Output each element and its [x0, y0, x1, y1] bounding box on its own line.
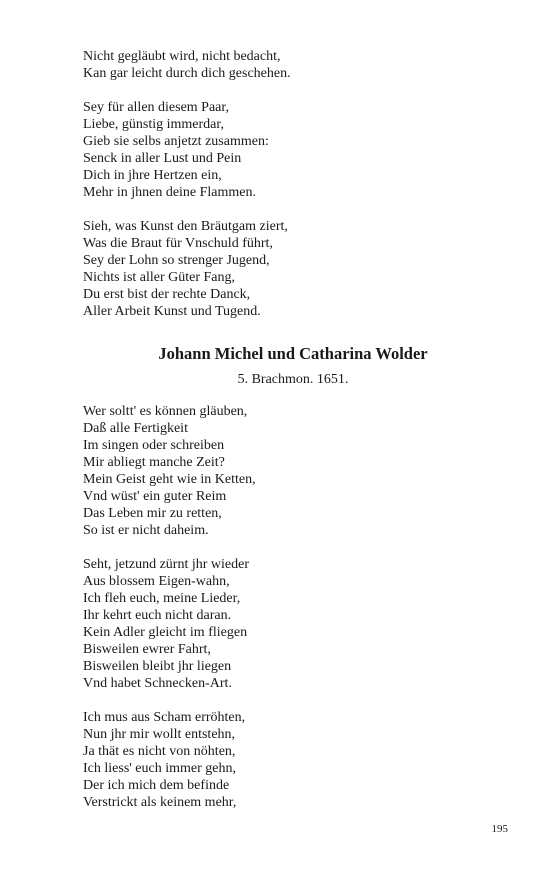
verse-line: Liebe, günstig immerdar,	[83, 117, 224, 132]
continued-poem	[83, 48, 483, 320]
new-poem-body	[83, 403, 483, 811]
verse-line: Vnd wüst' ein guter Reim	[83, 489, 227, 504]
stanza	[83, 556, 483, 692]
stanza	[83, 218, 483, 320]
verse-line: So ist er nicht daheim.	[83, 523, 209, 538]
verse-line: Daß alle Fertigkeit	[83, 421, 188, 436]
verse-line: Nun jhr mir wollt entstehn,	[83, 727, 236, 742]
verse-line: Mehr in jhnen deine Flammen.	[83, 185, 257, 200]
stanza	[83, 48, 483, 82]
verse-line: Ihr kehrt euch nicht daran.	[83, 608, 232, 623]
verse-line: Was die Braut für Vnschuld führt,	[83, 236, 273, 251]
verse-line: Kan gar leicht durch dich geschehen.	[83, 66, 291, 81]
verse-line: Kein Adler gleicht im fliegen	[83, 625, 248, 640]
verse-line: Du erst bist der rechte Danck,	[83, 287, 251, 302]
verse-line: Bisweilen ewrer Fahrt,	[83, 642, 211, 657]
verse-line: Wer soltt' es können gläuben,	[83, 404, 248, 419]
verse-line: Ich liess' euch immer gehn,	[83, 761, 236, 776]
verse-line: Ich fleh euch, meine Lieder,	[83, 591, 241, 606]
verse-line: Ja thät es nicht von nöhten,	[83, 744, 236, 759]
verse-line: Der ich mich dem befinde	[83, 778, 230, 793]
verse-line: Senck in aller Lust und Pein	[83, 151, 242, 166]
verse-line: Nicht gegläubt wird, nicht bedacht,	[83, 49, 281, 64]
verse-line: Dich in jhre Hertzen ein,	[83, 168, 222, 183]
verse-line: Aus blossem Eigen-wahn,	[83, 574, 230, 589]
verse-line: Sieh, was Kunst den Bräutgam ziert,	[83, 219, 288, 234]
verse-line: Das Leben mir zu retten,	[83, 506, 222, 521]
verse-line: Bisweilen bleibt jhr liegen	[83, 659, 232, 674]
page-number: 195	[491, 823, 508, 835]
verse-line: Ich mus aus Scham erröhten,	[83, 710, 246, 725]
verse-line: Seht, jetzund zürnt jhr wieder	[83, 557, 250, 572]
verse-line: Gieb sie selbs anjetzt zusammen:	[83, 134, 269, 149]
poem-title: Johann Michel und Catharina Wolder	[158, 344, 428, 363]
verse-line: Verstrickt als keinem mehr,	[83, 795, 237, 810]
poem-date: 5. Brachmon. 1651.	[237, 372, 349, 387]
stanza	[83, 403, 483, 539]
verse-line: Sey für allen diesem Paar,	[83, 100, 230, 115]
verse-line: Aller Arbeit Kunst und Tugend.	[83, 304, 261, 319]
verse-line: Mein Geist geht wie in Ketten,	[83, 472, 256, 487]
stanza	[83, 709, 483, 811]
verse-line: Im singen oder schreiben	[83, 438, 225, 453]
verse-line: Mir abliegt manche Zeit?	[83, 455, 225, 470]
verse-line: Nichts ist aller Güter Fang,	[83, 270, 236, 285]
verse-line: Vnd habet Schnecken-Art.	[83, 676, 232, 691]
verse-line: Sey der Lohn so strenger Jugend,	[83, 253, 270, 268]
stanza	[83, 99, 483, 201]
